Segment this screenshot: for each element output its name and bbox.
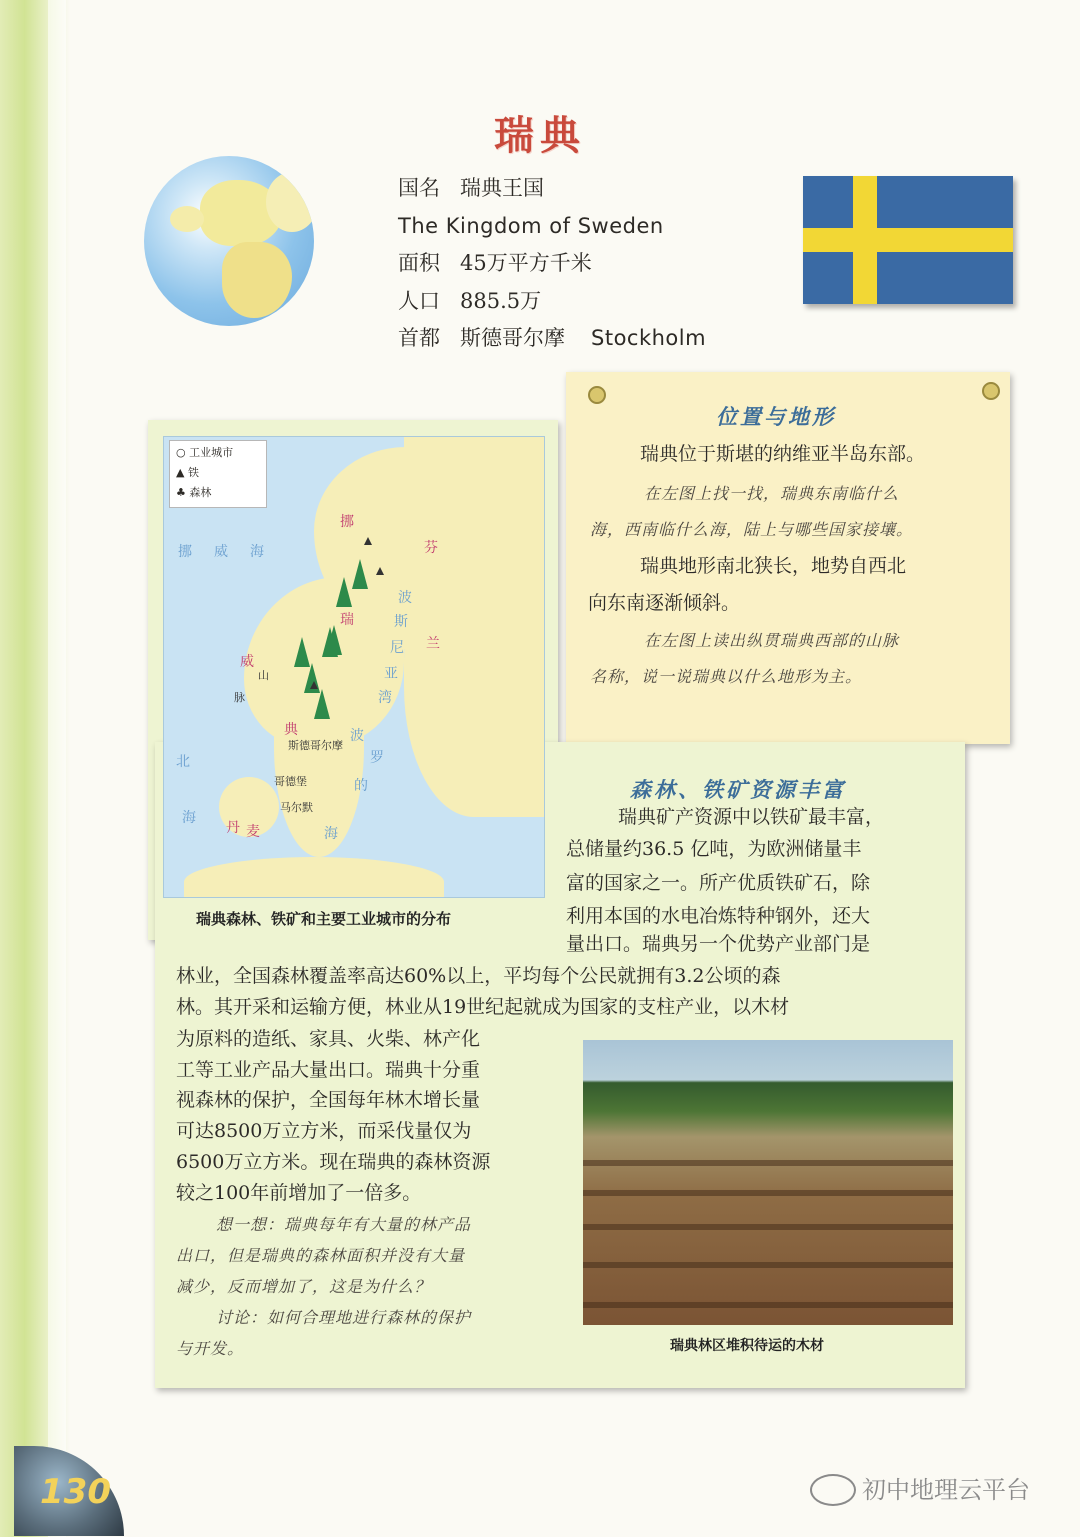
iron-icon: [364, 537, 372, 545]
pin-icon: [588, 386, 606, 404]
country-info: [398, 170, 706, 358]
capital-english: Stockholm: [591, 326, 707, 350]
discuss-line2: 与开发。: [176, 1339, 245, 1358]
photo-log-row: [583, 1224, 953, 1230]
section1-heading: 位置与地形: [716, 404, 836, 429]
map-label-si: 斯: [394, 614, 408, 630]
page-number: 130: [40, 1472, 111, 1512]
iron-icon: [376, 567, 384, 575]
map-label-mai2: 麦: [246, 824, 260, 840]
section1-p1: 瑞典位于斯堪的纳维亚半岛东部。: [640, 443, 926, 465]
section1-p2-line2: 向东南逐渐倾斜。: [588, 592, 741, 614]
section2-line4: 利用本国的水电冶炼特种钢外，还大: [566, 905, 871, 927]
sweden-flag: [803, 176, 1013, 304]
section2-line12: 6500万立方米。现在瑞典的森林资源: [176, 1151, 491, 1173]
forest-icon: [336, 577, 352, 607]
english-name: The Kingdom of Sweden: [398, 213, 664, 238]
map-label-dan: 丹: [226, 820, 240, 836]
section1-hint2-line1: 在左图上读出纵贯瑞典西部的山脉: [644, 631, 900, 650]
section1-hint2-line2: 名称，说一说瑞典以什么地形为主。: [590, 667, 863, 686]
section2-line13: 较之100年前增加了一倍多。: [176, 1182, 422, 1204]
map-label-mai: 脉: [234, 691, 245, 704]
globe-land-africa: [222, 242, 292, 318]
section2-line5: 量出口。瑞典另一个优势产业部门是: [566, 933, 871, 955]
capital-label: 首都: [398, 326, 440, 350]
map-label-sw: 瑞: [340, 612, 354, 628]
name-label: 国名: [398, 176, 440, 200]
section2-line6: 林业，全国森林覆盖率高达60%以上，平均每个公民就拥有3.2公顷的森: [176, 965, 781, 987]
think-line3: 减少，反而增加了，这是为什么？: [176, 1277, 432, 1296]
map-label-ya: 亚: [384, 666, 398, 682]
flag-cross-horizontal: [803, 228, 1013, 252]
capital-value: 斯德哥尔摩: [460, 326, 565, 350]
map-label-nw: 挪: [340, 514, 354, 530]
section2-line9: 工等工业产品大量出口。瑞典十分重: [176, 1059, 481, 1081]
wechat-icon: [810, 1474, 856, 1506]
photo-caption: 瑞典林区堆积待运的木材: [670, 1338, 824, 1354]
map-label-wei: 威: [240, 654, 254, 670]
info-capital-row: [398, 320, 706, 358]
map-label-luo: 罗: [370, 750, 384, 766]
map-label-dian: 典: [284, 722, 298, 738]
map-land-south: [184, 857, 444, 898]
watermark: 初中地理云平台: [862, 1476, 1030, 1504]
area-label: 面积: [398, 251, 440, 275]
map-label-hai2: 海: [324, 826, 338, 842]
map-label-bo: 波: [350, 728, 364, 744]
map-land-finland: [404, 557, 544, 817]
map-label-stockholm: 斯德哥尔摩: [288, 739, 343, 752]
map-label-malmo: 马尔默: [280, 801, 313, 814]
legend-item-forest: ♣ 森林: [176, 486, 212, 499]
pop-value: 885.5万: [460, 288, 542, 313]
photo-log-row: [583, 1160, 953, 1166]
legend-item-city: ○ 工业城市: [176, 446, 234, 459]
forest-icon: [326, 625, 342, 655]
think-line1: 想一想：瑞典每年有大量的林产品: [216, 1215, 472, 1234]
map-caption: 瑞典森林、铁矿和主要工业城市的分布: [196, 910, 452, 928]
legend-item-iron: ▲ 铁: [176, 466, 199, 479]
map-label-bo2: 波: [398, 590, 412, 606]
name-value: 瑞典王国: [460, 176, 544, 200]
globe-land-asia: [266, 172, 314, 232]
section2-line10: 视森林的保护，全国每年林木增长量: [176, 1089, 481, 1111]
think-line2: 出口，但是瑞典的森林面积并没有大量: [176, 1246, 466, 1265]
section1-p2-line1: 瑞典地形南北狭长，地势自西北: [640, 555, 907, 577]
map-legend: [169, 440, 267, 508]
info-area-row: [398, 245, 706, 283]
globe-land-greenland: [170, 206, 204, 232]
section2-line11: 可达8500万立方米，而采伐量仅为: [176, 1120, 472, 1142]
map-land-top: [404, 437, 544, 487]
page-title: 瑞典: [494, 112, 586, 159]
section2-line2: 总储量约36.5 亿吨，为欧洲储量丰: [566, 838, 862, 860]
info-pop-row: [398, 283, 706, 321]
map-label-la: 兰: [426, 636, 440, 652]
map-label-bei: 北: [176, 754, 190, 770]
map-label-gothenburg: 哥德堡: [274, 775, 307, 788]
globe-image: [144, 156, 314, 326]
discuss-line1: 讨论：如何合理地进行森林的保护: [216, 1308, 472, 1327]
map-label-di: 的: [354, 778, 368, 794]
map-label-wan: 湾: [378, 690, 392, 706]
map-label-hai: 海: [182, 810, 196, 826]
area-value: 45万平方千米: [460, 251, 592, 275]
photo-log-row: [583, 1302, 953, 1308]
forest-icon: [352, 559, 368, 589]
forest-icon: [314, 689, 330, 719]
photo-log-row: [583, 1262, 953, 1268]
photo-log-row: [583, 1190, 953, 1196]
page-number-badge: [14, 1446, 124, 1536]
pin-icon: [982, 382, 1000, 400]
section2-line7: 林。其开采和运输方便，林业从19世纪起就成为国家的支柱产业，以木材: [176, 996, 790, 1018]
page-edge-highlight: [48, 0, 66, 1537]
map-label-sea: 挪威海: [178, 544, 286, 560]
map-label-shan: 山: [258, 669, 269, 682]
pop-label: 人口: [398, 288, 440, 313]
map-label-fi: 芬: [424, 540, 438, 556]
section2-line3: 富的国家之一。所产优质铁矿石，除: [566, 872, 871, 894]
section2-heading: 森林、铁矿资源丰富: [630, 777, 846, 802]
iron-icon: [310, 681, 318, 689]
map-label-ni: 尼: [390, 640, 404, 656]
section1-hint1-line2: 海，西南临什么海，陆上与哪些国家接壤。: [590, 520, 914, 539]
info-name-row: [398, 170, 706, 208]
section1-hint1-line1: 在左图上找一找，瑞典东南临什么: [644, 484, 900, 503]
forest-icon: [294, 637, 310, 667]
section2-line8: 为原料的造纸、家具、火柴、林产化: [176, 1028, 481, 1050]
timber-photo: [583, 1040, 953, 1325]
section2-line1: 瑞典矿产资源中以铁矿最丰富，: [618, 806, 885, 828]
